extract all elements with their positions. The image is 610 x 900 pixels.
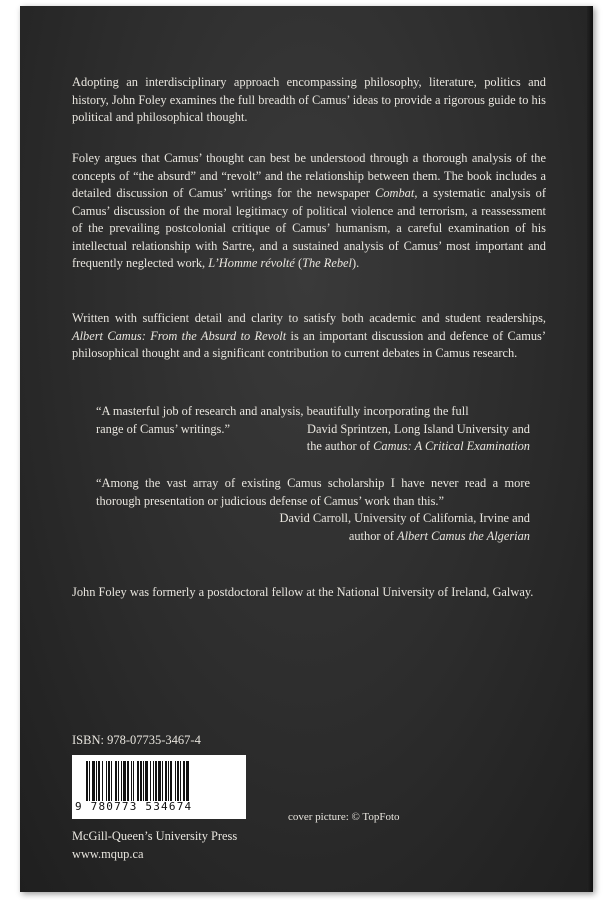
author-bio: John Foley was formerly a postdoctoral fellow at the National University of Ireland, Galway. [72,585,534,599]
blurb-paragraph-2 [72,150,546,273]
quote1-line3 [96,438,530,456]
publisher-name: McGill-Queen’s University Press [72,829,238,843]
p3-text-b: is an important discussion and defence of Camus’ philosophical thought and a significant contribution to current debates in Camus research. [72,328,546,360]
barcode [72,755,246,819]
endorsement-quote-2 [96,475,530,545]
quote1-line1: “A masterful job of research and analysis, beautifully incorporating the full [96,404,469,418]
endorsement-quote-1 [96,403,530,456]
book-back-cover [20,6,593,892]
quote1-line2 [96,421,530,439]
cover-picture-credit: cover picture: © TopFoto [288,811,400,823]
isbn-label: ISBN: 978-07735-3467-4 [72,733,201,747]
quote2-text: “Among the vast array of existing Camus scholarship I have never read a more thorough presentation or judicious defense of Camus’ work than this.” [96,476,530,508]
p2-combat: Combat [375,186,415,200]
p2-text-b: , a systematic analysis of Camus’ discussion of the moral legitimacy of political violence and terrorism, a reassessment of the prevailing postcolonial critique of Camus’ humanism, a careful examination of his intellectual relationship with Sartre, and a sustained analysis of Camus’ most important and frequently neglected work, [72,186,546,270]
quote2-attribution-2 [96,528,530,546]
quote1-line3a: the author of [306,439,374,453]
p2-homme-revolte: L’Homme révolté [208,256,295,270]
blurb-paragraph-3 [72,310,546,363]
cover-edge [587,6,593,892]
blurb-paragraph-1: Adopting an interdisciplinary approach encompassing philosophy, literature, politics and history, John Foley examines the full breadth of Camus’ ideas to provide a rigorous guide to his political and philosophical thought. [72,75,546,124]
p2-text-d: ). [351,256,360,270]
p3-text-a: Written with sufficient detail and clarity to satisfy both academic and student readerships, [72,311,546,325]
barcode-bars [72,755,246,803]
p2-the-rebel: The Rebel [302,256,352,270]
p3-book-title: Albert Camus: From the Absurd to Revolt [72,328,287,343]
quote1-line2a: range of Camus’ writings.” [96,421,230,436]
p2-text-a: Foley argues that Camus’ thought can best be understood through a thorough analysis of the concepts of “the absurd” and “revolt” and the relationship between them. The book includes a detailed discussion of Camus’ writings for the newspaper [72,151,546,200]
p2-text-c: ( [294,256,303,270]
publisher [72,828,237,863]
publisher-url: www.mqup.ca [72,846,144,861]
quote2-book: Albert Camus the Algerian [397,528,530,543]
quote2-attr2a: author of [348,528,398,543]
barcode-number: 9 780773 534674 [75,800,193,813]
quote1-attribution: David Sprintzen, Long Island University and [307,421,530,436]
quote2-attribution: David Carroll, University of California, Irvine and [279,511,530,525]
quote1-book: Camus: A Critical Examination [373,439,530,453]
